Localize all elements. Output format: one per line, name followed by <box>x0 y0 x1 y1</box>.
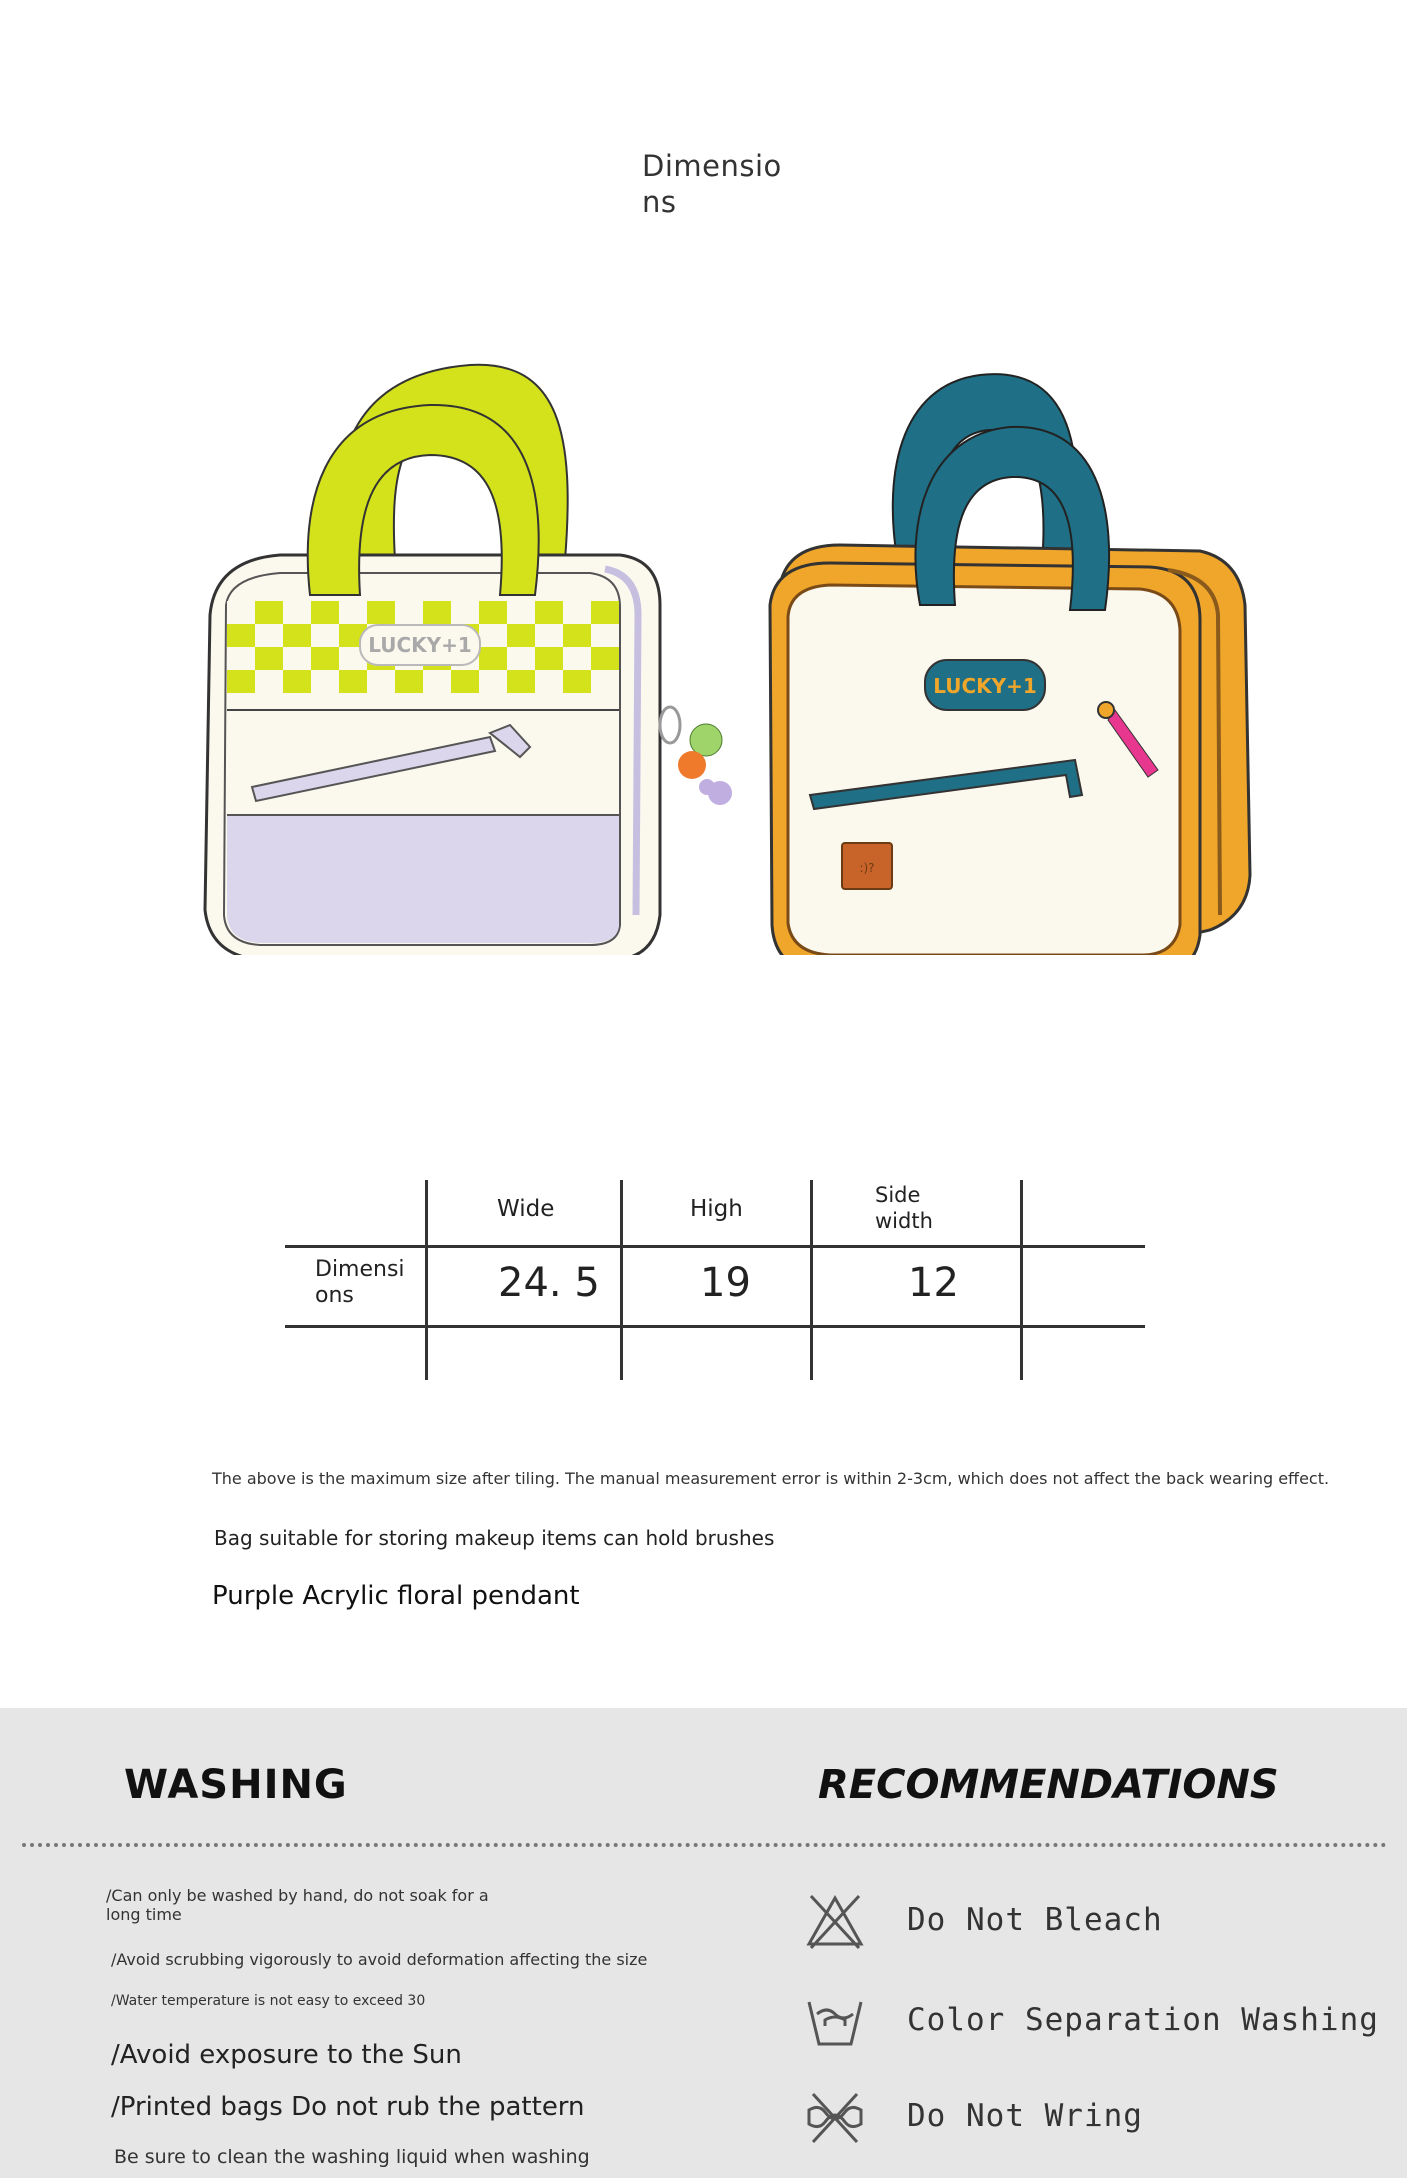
care-label: Do Not Bleach <box>907 1902 1163 1938</box>
teal-handle-bag <box>770 374 1250 955</box>
care-label: Do Not Wring <box>907 2098 1143 2134</box>
table-divider <box>285 1325 1145 1328</box>
value-high: 19 <box>700 1260 751 1306</box>
table-divider <box>285 1245 1145 1248</box>
recommendations-title: RECOMMENDATIONS <box>818 1762 1279 1808</box>
column-header-wide: Wide <box>497 1196 555 1222</box>
value-wide: 24. 5 <box>498 1260 600 1306</box>
column-header-side-width: Side width <box>875 1183 933 1233</box>
product-illustration <box>190 355 1270 955</box>
washing-tip: Be sure to clean the washing liquid when washing <box>114 2146 590 2168</box>
washing-tip: /Avoid scrubbing vigorously to avoid deformation affecting the size <box>111 1950 648 1969</box>
color-separation-wash-icon <box>805 1992 865 2050</box>
usage-note: Bag suitable for storing makeup items can hold brushes <box>214 1526 775 1550</box>
table-divider <box>810 1180 813 1380</box>
no-bleach-icon <box>805 1892 865 1950</box>
row-label-dimensions: Dimensi ons <box>315 1257 405 1308</box>
washing-tip: /Avoid exposure to the Sun <box>111 2040 462 2070</box>
right-bag-logo: LUCKY+1 <box>933 674 1037 698</box>
left-bag-logo: LUCKY+1 <box>368 633 472 657</box>
no-wring-icon <box>805 2088 865 2146</box>
measurement-note: The above is the maximum size after tiling. The manual measurement error is within 2-3cm, which does not affect the back wearing effect. <box>212 1469 1330 1488</box>
washing-tip: /Water temperature is not easy to exceed 30 <box>111 1993 426 2009</box>
table-divider <box>620 1180 623 1380</box>
value-side-width: 12 <box>908 1260 959 1306</box>
dimensions-table <box>280 1170 1140 1380</box>
care-label: Color Separation Washing <box>907 2002 1379 2038</box>
floral-pendant-icon <box>660 707 732 805</box>
care-row-no-bleach <box>805 1892 1365 1952</box>
washing-tip: /Printed bags Do not rub the pattern <box>111 2092 585 2122</box>
svg-text::)?: :)? <box>859 861 875 875</box>
lime-handle-bag <box>205 365 732 955</box>
column-header-high: High <box>690 1196 743 1222</box>
table-divider <box>425 1180 428 1380</box>
pendant-note: Purple Acrylic floral pendant <box>212 1581 580 1611</box>
dimensions-heading: Dimensio ns <box>642 149 782 219</box>
table-divider <box>1020 1180 1023 1380</box>
dotted-divider <box>22 1843 1387 1847</box>
care-row-color-separation <box>805 1992 1379 2052</box>
washing-title: WASHING <box>124 1762 348 1808</box>
care-row-no-wring <box>805 2088 1365 2148</box>
washing-tip: /Can only be washed by hand, do not soak for a long time <box>106 1886 489 1924</box>
